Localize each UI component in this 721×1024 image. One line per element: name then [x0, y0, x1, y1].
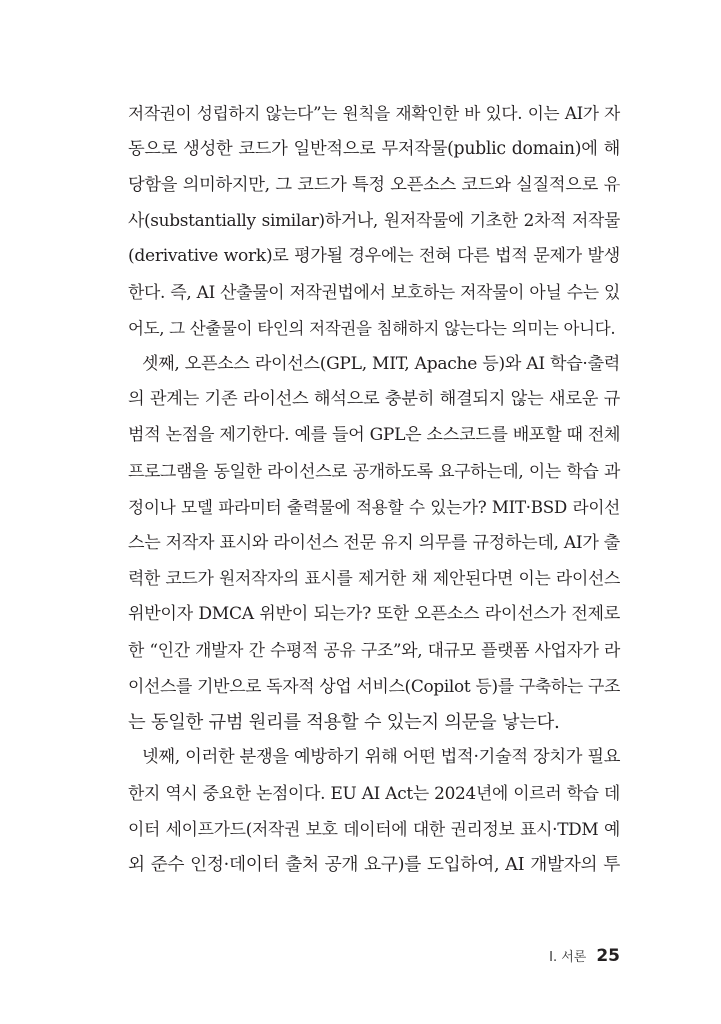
- text-line: 정이나 모델 파라미터 출력물에 적용할 수 있는가? MIT·BSD 라이선: [128, 496, 620, 517]
- text-line: 는 동일한 규범 원리를 적용할 수 있는지 의문을 낳는다.: [128, 711, 560, 733]
- text-line: 셋째, 오픈소스 라이선스(GPL, MIT, Apache 등)와 AI 학습·출력: [142, 353, 620, 374]
- text-line: 한다. 즉, AI 산출물이 저작권법에서 보호하는 저작물이 아닐 수는 있: [128, 281, 620, 302]
- text-line: 이선스를 기반으로 독자적 상업 서비스(Copilot 등)를 구축하는 구조: [128, 675, 621, 696]
- text-line: 어도, 그 산출물이 타인의 저작권을 침해하지 않는다는 의미는 아니다.: [128, 318, 616, 338]
- text-line: 넷째, 이러한 분쟁을 예방하기 위해 어떤 법적·기술적 장치가 필요: [142, 747, 621, 768]
- text-line: 저작권이 성립하지 않는다”는 원칙을 재확인한 바 있다. 이는 AI가 자: [128, 103, 620, 123]
- text-line: 스는 저작자 표시와 라이선스 전문 유지 의무를 규정하는데, AI가 출: [128, 532, 620, 553]
- text-line: 의 관계는 기존 라이선스 해석으로 충분히 해결되지 않는 새로운 규: [128, 389, 620, 410]
- text-line: (derivative work)로 평가될 경우에는 전혀 다른 법적 문제가 발생: [128, 246, 620, 267]
- text-line: 범적 논점을 제기한다. 예를 들어 GPL은 소스코드를 배포할 때 전체: [128, 425, 621, 446]
- text-line: 한 “인간 개발자 간 수평적 공유 구조”와, 대규모 플랫폼 사업자가 라: [128, 639, 620, 660]
- page-number: 25: [596, 946, 620, 966]
- text-line: 위반이자 DMCA 위반이 되는가? 또한 오픈소스 라이선스가 전제로: [128, 604, 620, 625]
- text-line: 한지 역시 중요한 논점이다. EU AI Act는 2024년에 이르러 학습 데: [128, 783, 620, 804]
- page-footer: [549, 946, 620, 966]
- chapter-label: Ⅰ. 서론: [549, 950, 587, 965]
- body-text: [128, 96, 620, 884]
- text-line: 사(substantially similar)하거나, 원저작물에 기초한 2차적 저작물: [128, 210, 620, 231]
- text-line: 프로그램을 동일한 라이선스로 공개하도록 요구하는데, 이는 학습 과: [128, 460, 620, 481]
- text-line: 외 준수 인정·데이터 출처 공개 요구)를 도입하여, AI 개발자의 투: [128, 854, 620, 875]
- text-line: 당함을 의미하지만, 그 코드가 특정 오픈소스 코드와 실질적으로 유: [128, 174, 620, 195]
- text-line: 력한 코드가 원저작자의 표시를 제거한 채 제안된다면 이는 라이선스: [128, 568, 620, 589]
- text-line: 동으로 생성한 코드가 일반적으로 무저작물(public domain)에 해: [128, 138, 620, 159]
- text-line: 이터 세이프가드(저작권 보호 데이터에 대한 권리정보 표시·TDM 예: [128, 818, 620, 839]
